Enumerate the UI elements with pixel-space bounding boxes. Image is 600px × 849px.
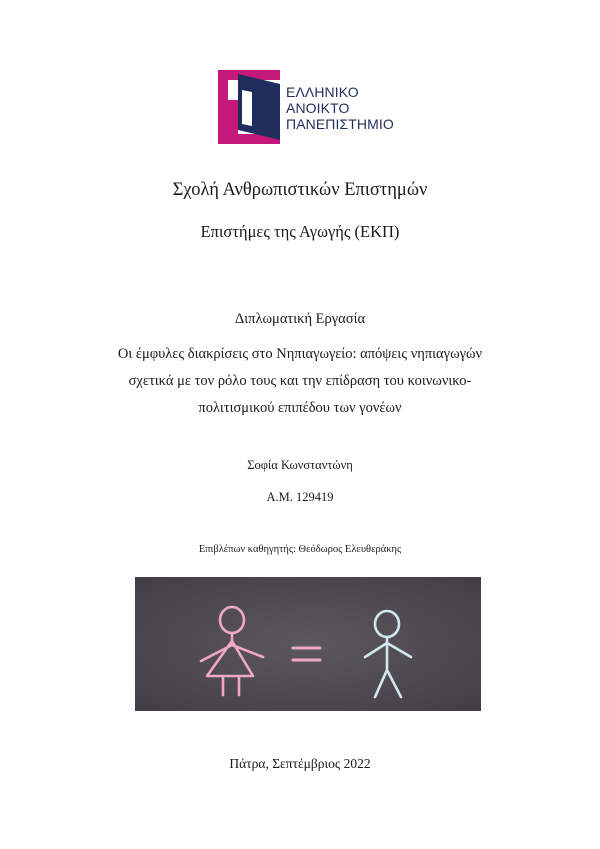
department-name: Επιστήμες της Αγωγής (ΕΚΠ) <box>200 222 400 241</box>
logo-line-3: ΠΑΝΕΠΙΣΤΗΜΙΟ <box>286 116 394 132</box>
place-and-date: Πάτρα, Σεπτέμβριος 2022 <box>229 756 371 771</box>
thesis-title-line-1: Οι έμφυλες διακρίσεις στο Νηπιαγωγείο: απόψεις νηπιαγωγών <box>117 346 483 362</box>
thesis-title-line-2: σχετικά με τον ρόλο τους και την επίδραση του κοινωνικο- <box>128 373 472 389</box>
logo-line-2: ΑΝΟΙΚΤΟ <box>286 100 350 116</box>
school-name: Σχολή Ανθρωπιστικών Επιστημών <box>172 180 428 200</box>
thesis-title <box>80 341 520 422</box>
chalkboard-image <box>135 577 481 711</box>
supervisor: Επιβλέπων καθηγητής: Θεόδωρος Ελευθεράκης <box>198 544 402 555</box>
university-logo <box>218 70 408 146</box>
author-name: Σοφία Κωνσταντώνη <box>247 458 353 472</box>
logo-line-1: ΕΛΛΗΝΙΚΟ <box>286 84 359 100</box>
logo-wordmark <box>286 84 394 132</box>
university-logo-icon <box>218 70 288 146</box>
chalk-drawing-icon <box>135 577 481 711</box>
student-id: Α.Μ. 129419 <box>266 490 334 504</box>
thesis-type: Διπλωματική Εργασία <box>234 311 366 327</box>
thesis-title-line-3: πολιτισμικού επιπέδου των γονέων <box>198 400 402 416</box>
